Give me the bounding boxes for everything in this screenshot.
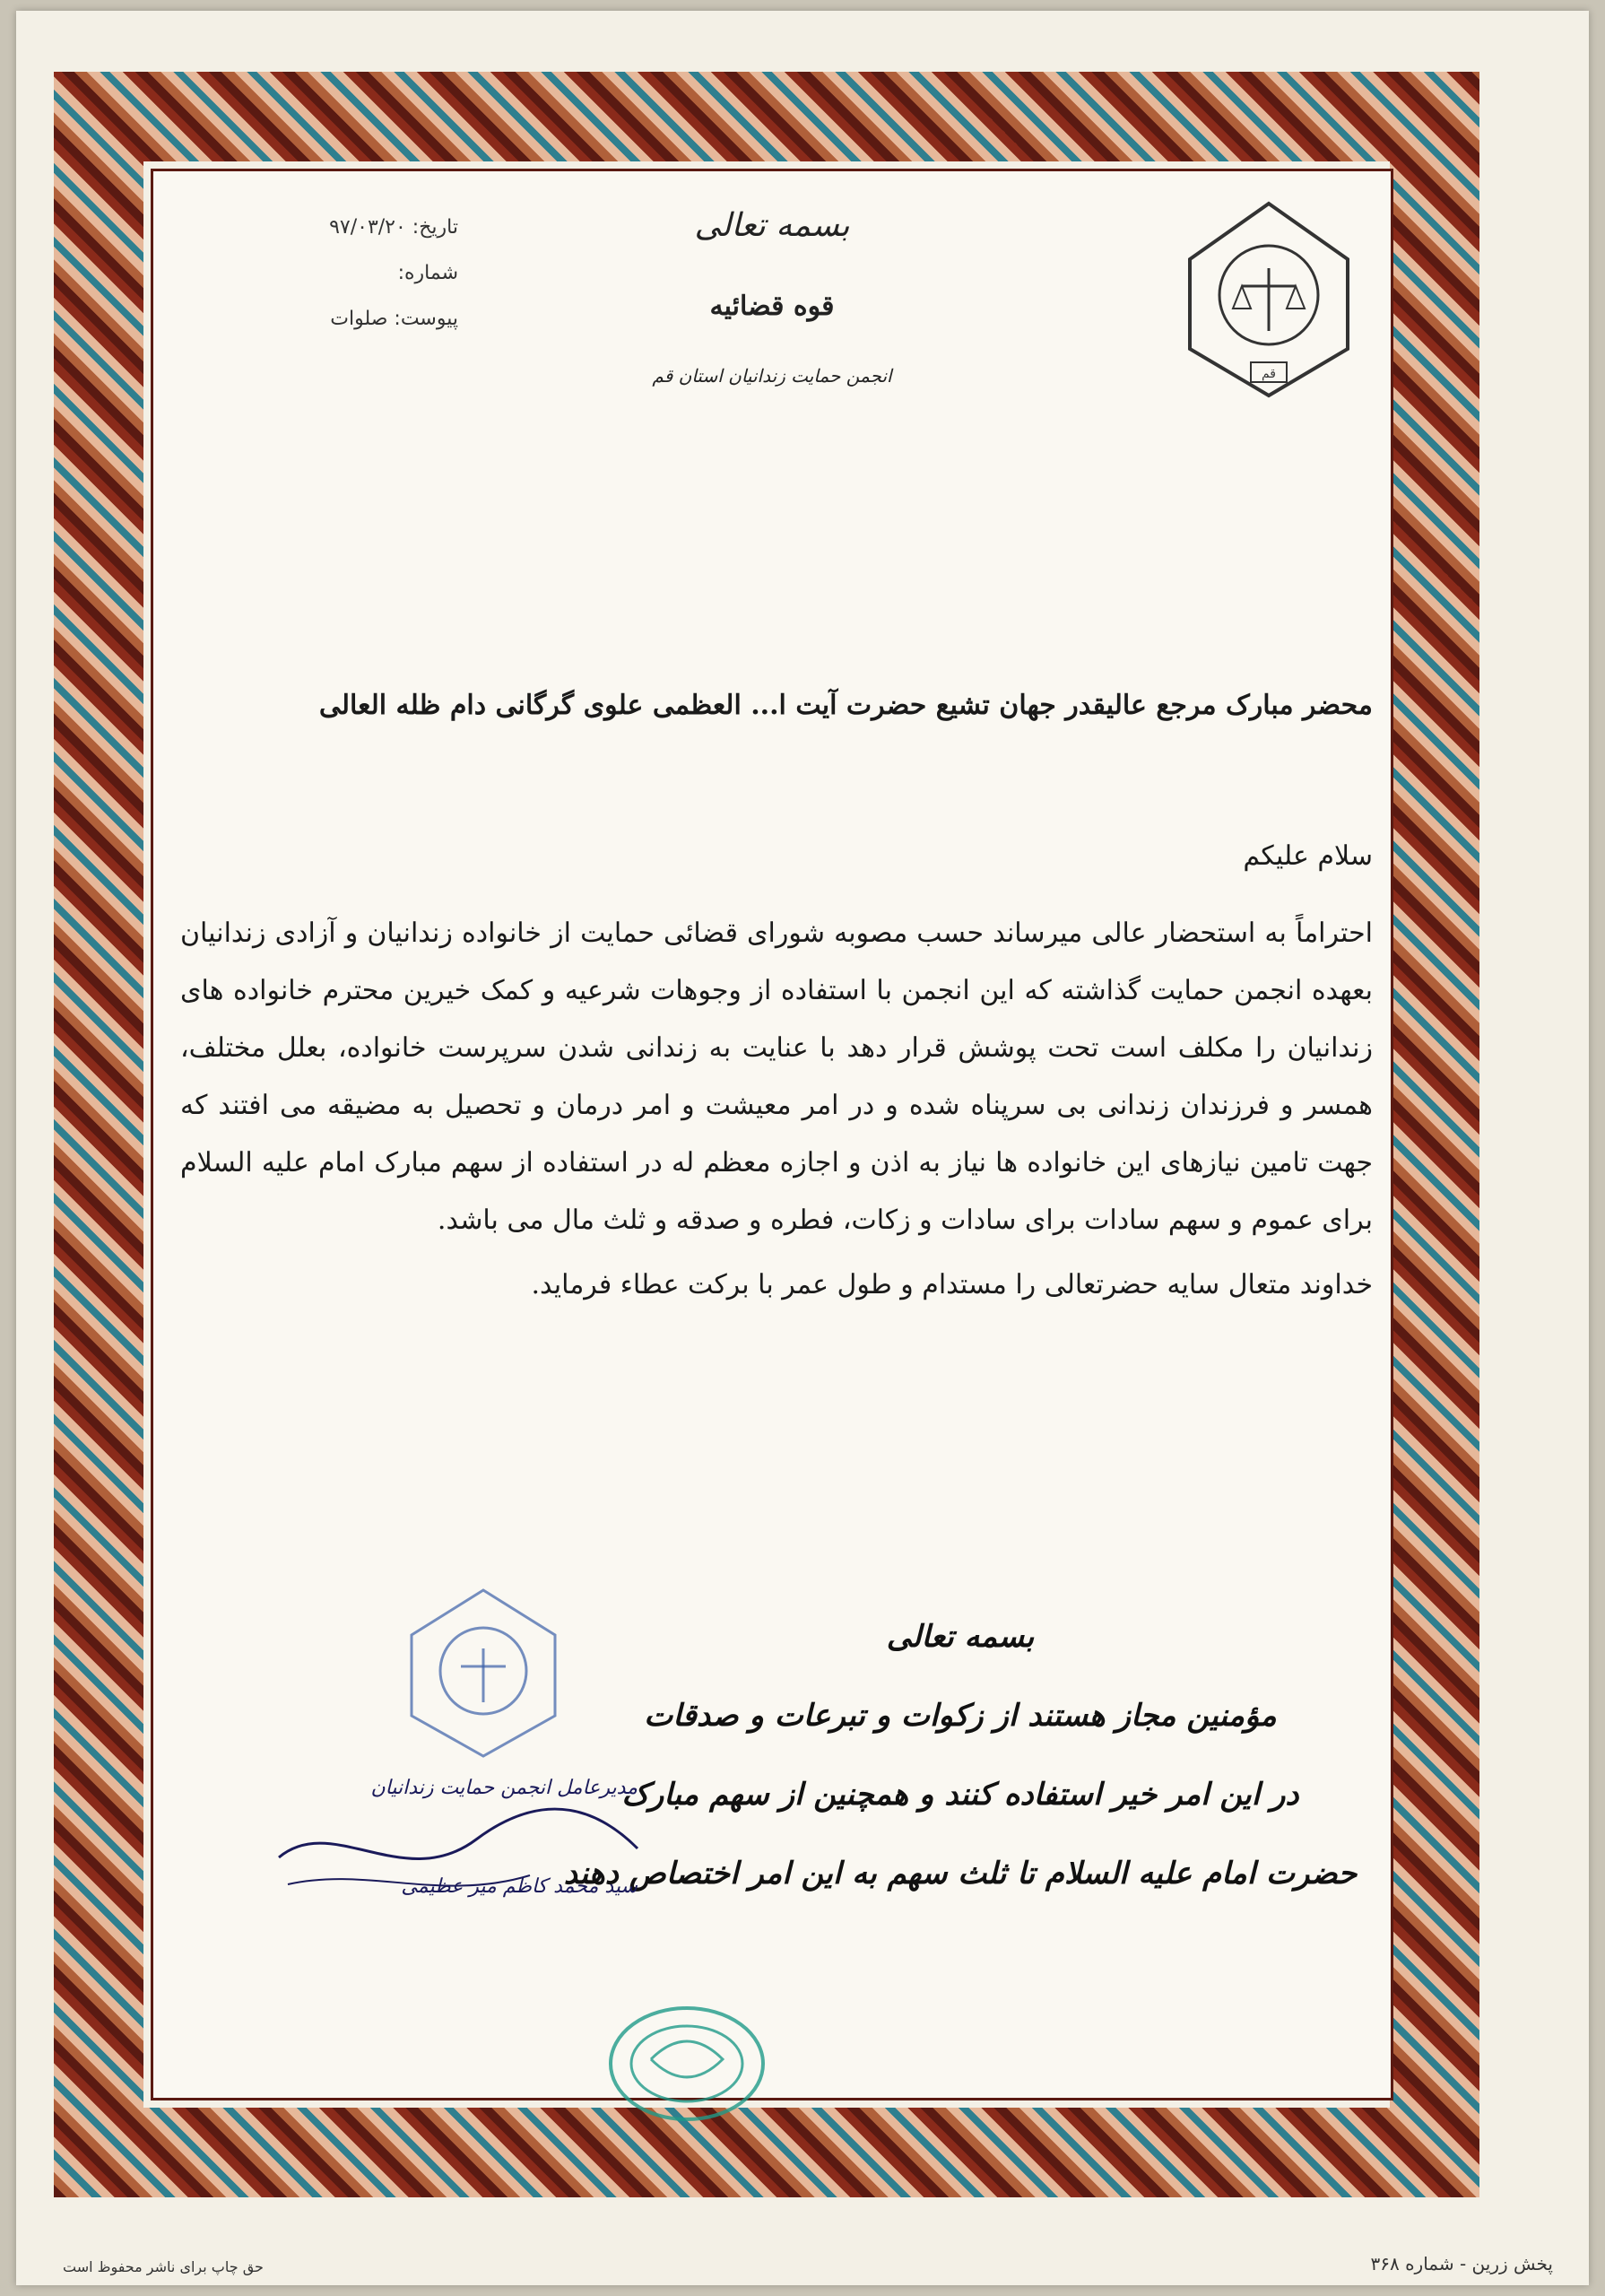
footer-publisher: پخش زرین - شماره ۳۶۸	[1370, 2253, 1553, 2274]
date-field: تاریخ: ۹۷/۰۳/۲۰	[329, 216, 458, 239]
number-field: شماره:	[397, 262, 458, 284]
judiciary-emblem-icon	[1179, 196, 1358, 403]
letter-paragraph: احتراماً به استحضار عالی میرساند حسب مصوبه شورای قضائی حمایت از خانواده زندانیان و آزادی زندانیان بعهده انجمن حمایت گذاشته که این انجمن با استفاده از وجوهات شرعیه و کمک خیرین محترم خانواده های زندانیان را مکلف است تحت پوشش قرار دهد با عنایت به زندانی شدن سرپرست خانواده، بعلل مختلف، همسر و فرزندان زندانی بی سرپناه شده و در امر معیشت و امر درمان و تحصیل به مضیقه می افتند که جهت تامین نیازهای این خانواده ها نیاز به اذن و اجازه معظم له در استفاده از سهم مبارک امام علیه السلام برای عموم و سهم سادات برای سادات و زکات، فطره و صدقه و ثلث مال می باشد.	[180, 918, 1373, 1236]
response-line-3: در این امر خیر استفاده کنند و همچنین از سهم مبارک	[621, 1777, 1299, 1813]
organization-subtitle: انجمن حمایت زندانیان استان قم	[652, 365, 892, 387]
seal-stamp-icon	[602, 1996, 772, 2131]
letter-meta	[189, 216, 458, 353]
greeting-line: سلام علیکم	[1243, 840, 1373, 872]
letterhead	[539, 207, 1005, 387]
signatory-name: سید محمد کاظم میر عظیمی	[401, 1875, 638, 1898]
signatory-title: مدیرعامل انجمن حمایت زندانیان	[370, 1777, 638, 1799]
response-line-4: حضرت امام علیه السلام تا ثلث سهم به این امر اختصاص دهند	[563, 1856, 1358, 1892]
handwritten-response	[539, 1597, 1382, 1913]
closing-line: خداوند متعال سایه حضرتعالی را مستدام و طول عمر با برکت عطاء فرماید.	[531, 1269, 1373, 1300]
letter-paper	[153, 171, 1391, 2098]
attachment-field: پیوست: صلوات	[330, 308, 458, 330]
signature-block	[261, 1759, 655, 1974]
letter-body	[180, 683, 1373, 1314]
response-line-1: بسمه تعالی	[886, 1619, 1035, 1655]
organization-name: قوه قضائیه	[709, 291, 835, 322]
letter-sheet	[16, 11, 1589, 2285]
bismillah-heading: بسمه تعالی	[694, 207, 850, 244]
emblem-label: قم	[1261, 367, 1277, 381]
addressee-line: محضر مبارک مرجع عالیقدر جهان تشیع حضرت آیت ا... العظمی علوی گرگانی دام ظله العالی	[318, 690, 1373, 721]
response-line-2: مؤمنین مجاز هستند از زکوات و تبرعات و صدقات	[644, 1698, 1277, 1734]
footer-copyright: حق چاپ برای ناشر محفوظ است	[63, 2258, 264, 2275]
